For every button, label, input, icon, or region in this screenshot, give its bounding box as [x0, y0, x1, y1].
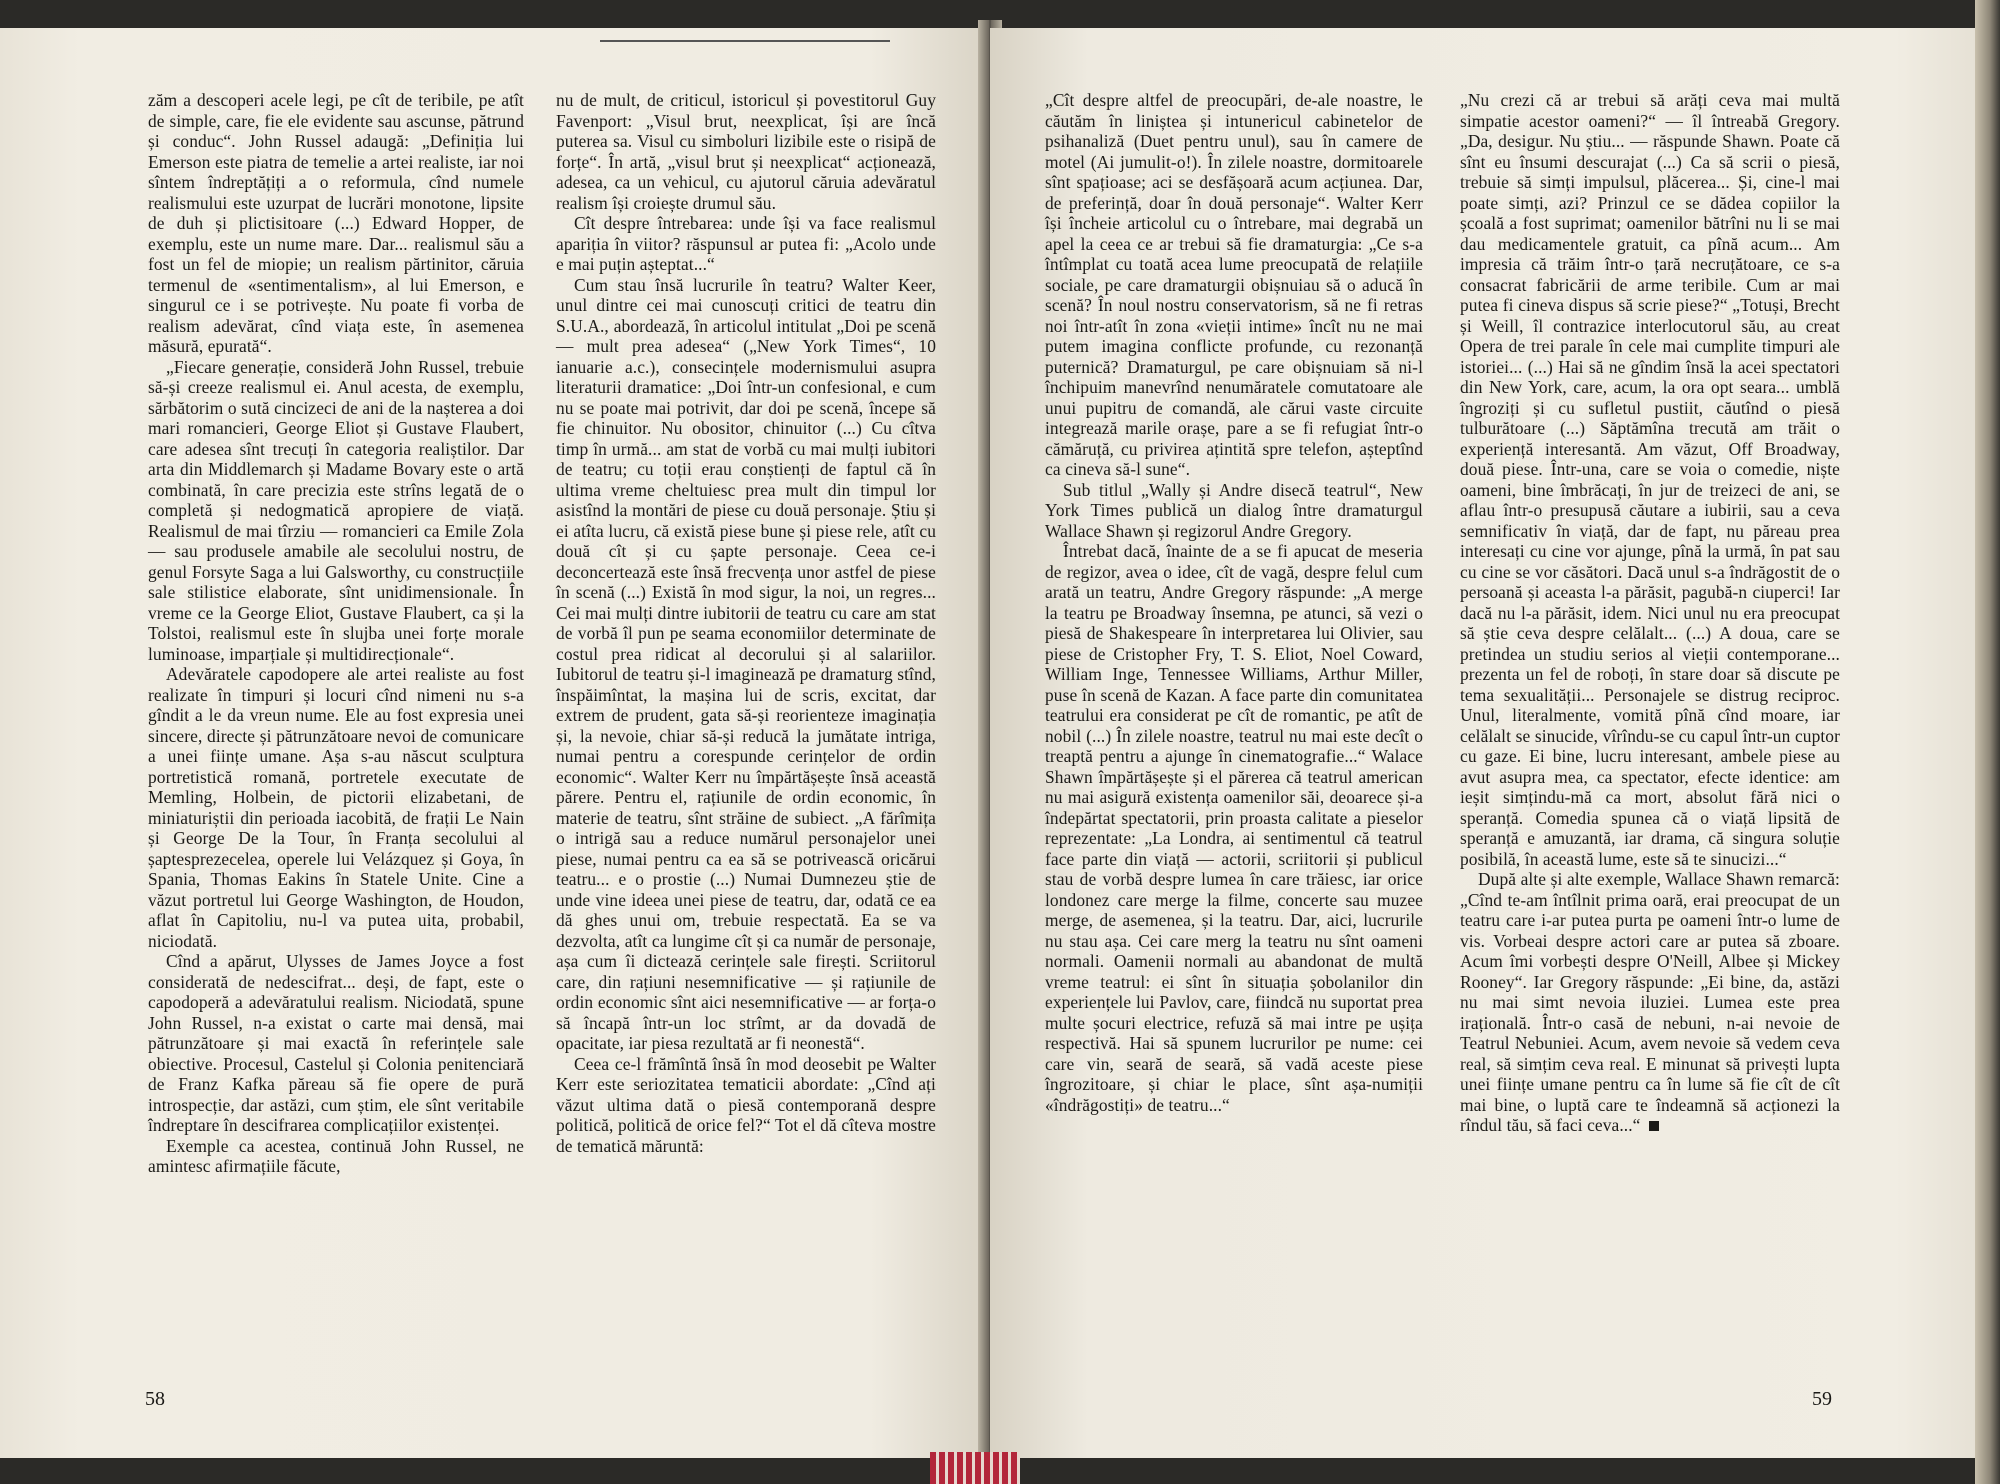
paragraph: Exemple ca acestea, continuă John Russel, ne amintesc afirmațiile făcute,	[148, 1135, 524, 1176]
paragraph	[1460, 869, 1840, 1136]
bookmark-ribbon	[930, 1452, 1020, 1484]
paragraph: zăm a descoperi acele legi, pe cît de teribile, pe atît de simple, care, fie ele evidente sau ascunse, pătrund și conduc“. John Russel adaugă: „Definiția lui Emerson este piatra de temelie a artei realiste, iar noi sîntem îndreptățiți a o reformula, cînd numele realismului este uzurpat de lucrări monotone, lipsite de duh și plictisitoare (...) Edward Hopper, de exemplu, este un nume mare. Dar... realismul său a fost un fel de miopie; un realism părtinitor, căruia termenul de «sentimentalism», al lui Emerson, e singurul ce i se potrivește. Nu poate fi vorba de realism adevărat, cînd viața este, în asemenea măsură, epurată“.	[148, 90, 524, 356]
right-page	[990, 28, 1975, 1458]
paragraph: Sub titlul „Wally și Andre disecă teatrul“, New York Times publică un dialog între dramaturgul Wallace Shawn și regizorul Andre Gregory.	[1045, 479, 1423, 541]
top-rule	[600, 40, 890, 42]
paragraph: Adevăratele capodopere ale artei realiste au fost realizate în timpuri și locuri cînd nimeni nu s-a gîndit a le da vreun nume. Ele au fost expresia unei sincere, directe și pătrunzătoare nevoi de comunicare a unei ființe umane. Așa s-au născut sculptura portretistică romană, portretele executate de Memling, Holbein, de pictorii elizabetani, de miniaturiștii din perioada iacobită, de frații Le Nain și George De la Tour, în Franța secolului al șaptesprezecelea, operele lui Velázquez și Goya, în Spania, Thomas Eakins în Statele Unite. Cine a văzut portretul lui George Washington, de Houdon, aflat în Capitoliu, nu-l va putea uita, probabil, niciodată.	[148, 664, 524, 951]
paragraph: Cînd a apărut, Ulysses de James Joyce a fost considerată de nedescifrat... deși, de fapt, este o capodoperă a adevăratului realism. Niciodată, spune John Russel, n-a existat o carte mai densă, mai pătrunzătoare și mai exactă în referințele sale obiective. Procesul, Castelul și Colonia penitenciară de Franz Kafka păreau să fie opere de pură introspecție, dar astăzi, cum știm, ele sînt veritabile îndreptare în descifrarea complicațiilor existenței.	[148, 951, 524, 1135]
left-page-column-1	[148, 90, 524, 1380]
paragraph: Întrebat dacă, înainte de a se fi apucat de meseria de regizor, avea o idee, cît de vagă, despre felul cum arată un teatru, Andre Gregory răspunde: „A merge la teatru pe Broadway însemna, pe atunci, să vezi o piesă de Shakespeare în interpretarea lui Olivier, sau piese de Cristopher Fry, T. S. Eliot, Noel Coward, William Inge, Tennessee Williams, Arthur Miller, puse în scenă de Kazan. A face parte din comunitatea teatrului era considerat pe cît de romantic, pe atît de nobil (...) În zilele noastre, teatrul nu mai este decît o treaptă pentru a ajunge în cinematografie...“ Walace Shawn împărtășește și el părerea că teatrul american nu mai asigură existența oamenilor săi, deoarece și-a îndepărtat spectatorii, prin proasta calitate a pieselor reprezentate: „La Londra, ai sentimentul că teatrul face parte din viață — actorii, scriitorii și publicul stau de vorbă despre lumea în care trăiesc, iar orice londonez care merge la filme, concerte sau muzee merge, de asemenea, și la teatru. Dar, aici, lucrurile nu stau așa. Cei care merg la teatru nu sînt oameni normali. Oamenii normali au abandonat de multă vreme teatrul: ei sînt în situația șobolanilor din experiențele lui Pavlov, care, fiindcă nu suportat prea multe șocuri electrice, refuză să mai intre pe ușița respectivă. Hai să spunem lucrurilor pe nume: cei care vin, seară de seară, să vadă aceste piese îngrozitoare, și chiar le place, sînt așa-numiții «îndrăgostiți» de teatru...“	[1045, 541, 1423, 1115]
page-number: 58	[145, 1388, 165, 1410]
paragraph: Ceea ce-l frămîntă însă în mod deosebit pe Walter Kerr este seriozitatea tematicii abordate: „Cînd ați văzut ultima dată o piesă contemporană despre politică, politică de orice fel?“ Tot el dă cîteva mostre de tematică măruntă:	[556, 1053, 936, 1156]
paragraph: Cît despre întrebarea: unde își va face realismul apariția în viitor? răspunsul ar putea fi: „Acolo unde e mai puțin așteptat...“	[556, 213, 936, 274]
page-number: 59	[1812, 1388, 1832, 1410]
paragraph: Cum stau însă lucrurile în teatru? Walter Keer, unul dintre cei mai cunoscuți critici de teatru din S.U.A., abordează, în articolul intitulat „Doi pe scenă — mult prea adesea“ („New York Times“, 10 ianuarie a.c.), consecințele modernismului asupra literaturii dramatice: „Doi într-un confesional, e cum nu se poate mai potrivit, dar doi pe scenă, începe să fie chinuitor. Nu obositor, chinuitor (...) Cu cîtva timp în urmă... am stat de vorbă cu mai mulți iubitori de teatru; cu toții erau conștienți de faptul că în ultima vreme cheltuiesc prea mult din timpul lor asistînd la montări de piese cu două personaje. Știu și ei atîta lucru, că există piese bune și piese rele, atît cu două cît și cu șapte personaje. Ceea ce-i deconcertează este însă frecvența unor astfel de piese în scenă (...) Există în mod sigur, la noi, un regres... Cei mai mulți dintre iubitorii de teatru cu care am stat de vorbă îl pun pe seama economiilor determinate de costul prea ridicat al decorului și al salariilor. Iubitorul de teatru și-l imaginează pe dramaturg stînd, înspăimîntat, la mașina lui de scris, excitat, dar extrem de prudent, gata să-și reorienteze imaginația și, la nevoie, chiar să-și reducă la jumătate intriga, numai pentru a corespunde cerințelor de ordin economic“. Walter Kerr nu împărtășește însă această părere. Pentru el, rațiunile de ordin economic, în materie de teatru, sînt străine de subiect. „A fărîmița o intrigă sau a reduce numărul personajelor unei piese, numai pentru ca ea să se potrivească oricărui teatru... e o prostie (...) Numai Dumnezeu știe de unde vine ideea unei piese de teatru, dar, odată ce ea dă ghes unui om, trebuie respectată. Ea se va dezvolta, atît ca lungime cît și ca număr de personaje, așa cum îi dictează cerințele sale firești. Scriitorul care, din rațiuni nesemnificative — și rațiunile de ordin economic sînt aici nesemnificative — ar forța-o să încapă într-un loc strîmt, ar da dovadă de opacitate, iar piesa rezultată ar fi neonestă“.	[556, 274, 936, 1053]
right-page-column-2	[1460, 90, 1840, 1380]
left-page	[0, 28, 988, 1458]
page-edges	[1975, 0, 2000, 1484]
paragraph: „Cît despre altfel de preocupări, de-ale noastre, le căutăm în liniștea și intunericul cabinetelor de psihanaliză (Duet pentru unul), sau în camere de motel (Ai jumulit-o!). În zilele noastre, dormitoarele sînt spațioase; aci se desfășoară acum acțiunea. Dar, de preferință, doar în două personaje“. Walter Kerr își încheie articolul cu o întrebare, mai degrabă un apel la ceea ce ar trebui să fie dramaturgia: „Ce s-a întîmplat cu toată acea lume preocupată de relațiile sociale, pe care dramaturgii obișnuiau să o aducă în scenă? În noul nostru conservatorism, să ne fi retras noi într-atît în zona «vieții intime» încît nu ne mai putem imagina conflicte profunde, cu rezonanță puternică? Dramaturgul, pe care obișnuiam să ni-l închipuim manevrînd nenumăratele comutatoare ale unui pupitru de comandă, ale cărui vaste circuite integrează marile orașe, pare a se fi refugiat într-o cămăruță, cu privirea ațintită spre telefon, așteptînd ca cineva să-l sune“.	[1045, 90, 1423, 479]
right-page-column-1	[1045, 90, 1423, 1380]
paragraph: „Fiecare generație, consideră John Russel, trebuie să-și creeze realismul ei. Anul acesta, de exemplu, sărbătorim o sută cincizeci de ani de la nașterea a doi mari romancieri, George Eliot și Gustave Flaubert, care adesea sînt trecuți în categoria realiștilor. Dar arta din Middlemarch și Madame Bovary este o artă combinată, în care precizia este strîns legată de o completă și nedogmatică apropiere de viață. Realismul de mai tîrziu — romancieri ca Emile Zola — sau produsele amabile ale secolului nostru, de genul Forsyte Saga a lui Galsworthy, cu construcțiile sale stilistice elaborate, sînt unidimensionale. În vreme ce la George Eliot, Gustave Flaubert, ca și la Tolstoi, realismul este în slujba unei forțe morale luminoase, imparțiale și multidirecționale“.	[148, 356, 524, 664]
left-page-column-2	[556, 90, 936, 1380]
end-mark	[1649, 1121, 1659, 1131]
paragraph-text: După alte și alte exemple, Wallace Shawn remarcă: „Cînd te-am întîlnit prima oară, erai preocupat de un teatru care i-ar putea purta pe oameni într-o lume de vis. Vorbeai despre actori care ar putea să zboare. Acum îmi vorbești despre O'Neill, Albee și Mickey Rooney“. Iar Gregory răspunde: „Ei bine, da, astăzi nu mai simt nevoia iluziei. Lumea este prea irațională. Într-o casă de nebuni, n-ai nevoie de Teatrul Nebuniei. Acum, avem nevoie să vedem ceva real, să simțim ceva real. E minunat să privești lupta unei ființe umane pentru ca în lume să fie cît de cît mai bine, o luptă care te îndeamnă să acționezi la rîndul tău, să faci ceva...“	[1460, 869, 1840, 1135]
paragraph: „Nu crezi că ar trebui să arăți ceva mai multă simpatie acestor oameni?“ — îl întreabă Gregory. „Da, desigur. Nu știu... — răspunde Shawn. Poate că sînt eu însumi descurajat (...) Ca să scrii o piesă, trebuie să simți impulsul, plăcerea... Și, cine-l mai poate simți, azi? Prinzul ce se dădea copiilor la școală a fost suprimat; oamenilor bătrîni nu li se mai dau medicamentele gratuit, ca pînă acum... Am impresia că trăim într-o țară necruțătoare, ce s-a consacrat fabricării de arme teribile. Cum ar mai putea fi cineva dispus să scrie piese?“ „Totuși, Brecht și Weill, îl contrazice interlocutorul său, au creat Opera de trei parale în cele mai cumplite timpuri ale istoriei... (...) Hai să ne gîndim însă la acei spectatori din New York, care, acum, la ora opt seara... umblă îngroziți și cu sufletul pustiit, căutînd o piesă tulburătoare (...) Săptămîna trecută am trăit o experiență interesantă. Am văzut, Off Broadway, două piese. Într-una, care se voia o comedie, niște oameni, bine îmbrăcați, în jur de treizeci de ani, se aflau într-o presupusă căutare a iubirii, sau a ceva semnificativ în viață, dar de fapt, nu păreau prea interesați cu cine vor ajunge, pînă la urmă, în pat sau cu cine se vor căsători. Dacă unul s-a îndrăgostit de o persoană și aceasta l-a părăsit, pagubă-n ciuperci! Iar dacă nu l-a părăsit, idem. Nici unul nu era preocupat să știe ceva despre celălalt... (...) A doua, care se pretindea un studiu serios al vieții contemporane... prezenta un fel de roboți, în stare doar să discute pe tema sexualității... Personajele se distrug reciproc. Unul, literalmente, vomită pînă cînd moare, iar celălalt se sinucide, vîrîndu-se cu capul într-un cuptor cu gaze. Ei bine, lucru interesant, ambele piese au avut asupra mea, ca spectator, efecte identice: am ieșit simțindu-mă ca mort, absolut fără nici o speranță. Comedia spunea că o viață lipsită de speranță e amuzantă, iar drama, că singura soluție posibilă, în această lume, este să te sinucizi...“	[1460, 90, 1840, 869]
paragraph: nu de mult, de criticul, istoricul și povestitorul Guy Favenport: „Visul brut, neexplicat, își are încă puterea sa. Visul cu simboluri lizibile este o risipă de forțe“. În artă, „visul brut și neexplicat“ acționează, adesea, ca un vehicul, cu ajutorul căruia adevăratul realism își croiește drumul său.	[556, 90, 936, 213]
